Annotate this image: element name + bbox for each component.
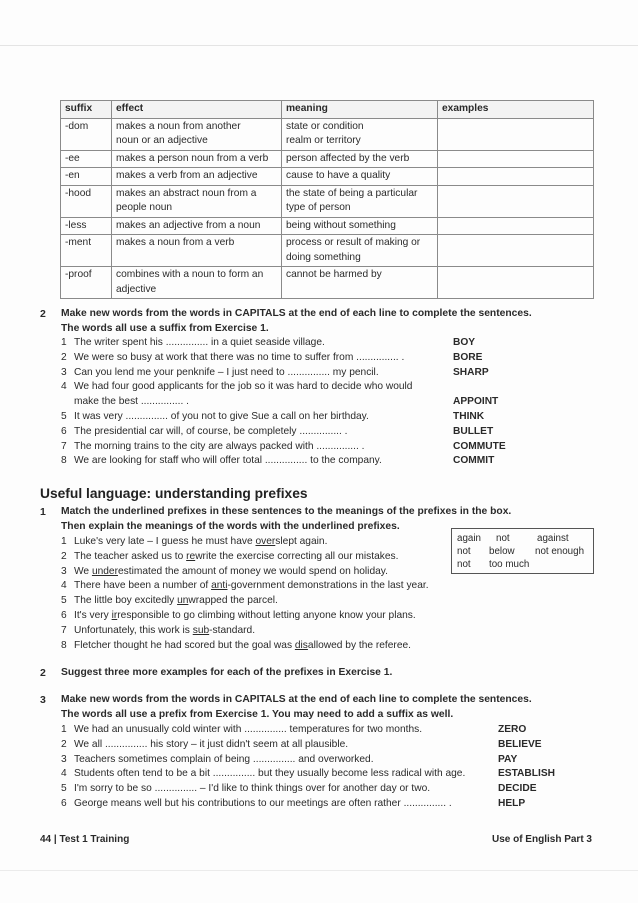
item-number: 1 — [61, 337, 67, 348]
cell-effect — [112, 150, 282, 168]
underlined-prefix: anti — [211, 580, 228, 592]
suffix-table — [60, 100, 594, 299]
item-number: 1 — [61, 724, 67, 735]
cell-meaning — [282, 267, 438, 299]
sentence-start: Luke's very late – I guess he must have — [74, 536, 256, 547]
item-sentence — [74, 640, 411, 651]
cell-meaning — [282, 150, 438, 168]
table-header-row — [61, 101, 594, 119]
item-number: 6 — [61, 609, 67, 621]
instruction-line: Match the underlined prefixes in these sentences to the meanings of the prefixes in the box. — [61, 506, 512, 517]
exercise-instruction — [61, 692, 601, 722]
meaning-line: person affected by the verb — [286, 152, 410, 164]
effect-line: makes a verb from an adjective — [116, 170, 258, 181]
exercise-number: 3 — [40, 694, 46, 706]
prefix-meaning: against — [537, 533, 569, 544]
item-number: 5 — [61, 595, 67, 607]
cell-examples[interactable] — [438, 150, 594, 168]
cell-suffix — [61, 185, 112, 217]
capitals-word: THINK — [453, 410, 485, 422]
meaning-line: process or result of making or — [286, 237, 421, 248]
capitals-word: COMMUTE — [453, 440, 506, 452]
underlined-prefix: ir — [111, 609, 118, 621]
item-sentence[interactable]: I'm sorry to be so ............... – I'd like to think things over for another day or two. — [74, 783, 431, 795]
sentence-end: allowed by the referee. — [307, 639, 411, 651]
exercise-instruction — [61, 306, 601, 336]
capitals-word: BULLET — [453, 425, 494, 437]
header-effect: effect — [112, 101, 282, 119]
sentence-end: estimated the amount of money we would spend on holiday. — [118, 565, 388, 577]
item-sentence[interactable]: We all ............... his story – it just didn't seem at all plausible. — [74, 738, 349, 750]
item-sentence — [74, 536, 327, 547]
instruction-line: Then explain the meanings of the words with the underlined prefixes. — [61, 521, 400, 532]
item-sentence[interactable]: We had four good applicants for the job so it was hard to decide who would — [74, 381, 413, 393]
cell-effect — [112, 267, 282, 299]
box-row — [457, 545, 588, 558]
header-suffix: suffix — [61, 101, 112, 119]
item-sentence[interactable]: Teachers sometimes complain of being ............... and overworked. — [74, 753, 374, 765]
effect-line: makes a noun from another — [116, 120, 241, 132]
suffix-text: -ment — [65, 237, 92, 248]
exercise-number: 2 — [40, 667, 46, 679]
prefix-meaning: below — [489, 546, 515, 557]
prefix-meaning: not — [496, 533, 510, 544]
capitals-word: ESTABLISH — [498, 768, 555, 780]
cell-meaning — [282, 185, 438, 217]
sentence-end: responsible to go climbing without letting anyone know your plans. — [117, 609, 416, 621]
top-edge — [0, 45, 638, 46]
meaning-line: the state of being a particular — [286, 187, 418, 199]
item-sentence — [74, 566, 388, 577]
instruction-line: The words all use a suffix from Exercise 1. — [61, 323, 269, 334]
underlined-prefix: re — [186, 550, 196, 562]
item-number: 6 — [61, 797, 67, 809]
cell-effect — [112, 185, 282, 217]
cell-effect — [112, 235, 282, 267]
sentence-start: It's very — [74, 609, 112, 621]
item-number: 4 — [61, 768, 67, 780]
cell-examples[interactable] — [438, 118, 594, 150]
prefix-meaning: too much — [489, 559, 530, 570]
item-number: 1 — [61, 536, 67, 547]
item-number: 4 — [61, 580, 67, 592]
meaning-line: doing something — [286, 251, 361, 263]
table-row — [61, 150, 594, 168]
effect-line: adjective — [116, 283, 157, 295]
cell-suffix — [61, 217, 112, 235]
cell-suffix — [61, 267, 112, 299]
sentence-start: The little boy excitedly — [74, 595, 178, 607]
suffix-text: -hood — [65, 187, 92, 199]
capitals-word: DECIDE — [498, 783, 537, 795]
table-row — [61, 118, 594, 150]
item-number: 4 — [61, 381, 67, 393]
cell-effect — [112, 118, 282, 150]
table-row — [61, 185, 594, 217]
exercise-number: 2 — [40, 308, 46, 320]
item-number: 3 — [61, 753, 67, 765]
suffix-text: -en — [65, 170, 80, 181]
item-number: 3 — [61, 565, 67, 577]
item-number: 6 — [61, 425, 67, 437]
header-meaning: meaning — [282, 101, 438, 119]
prefix-meanings-box — [451, 528, 594, 574]
item-sentence[interactable]: George means well but his contributions to our meetings are often rather ............... . — [74, 797, 452, 809]
underlined-prefix: sub — [192, 624, 210, 636]
capitals-word: COMMIT — [453, 455, 495, 467]
suffix-text: -ee — [65, 152, 80, 164]
item-number: 7 — [61, 624, 67, 636]
cell-meaning — [282, 168, 438, 186]
sentence-start: Unfortunately, this work is — [74, 624, 193, 636]
meaning-line: being without something — [286, 219, 396, 231]
item-sentence[interactable]: We are looking for staff who will offer total ............... to the company. — [74, 455, 382, 467]
capitals-word: SHARP — [453, 366, 489, 378]
sentence-start: There have been a number of — [74, 580, 212, 592]
underlined-prefix: un — [177, 595, 189, 607]
item-sentence — [74, 595, 278, 606]
item-sentence — [74, 610, 416, 621]
item-sentence[interactable]: The morning trains to the city are always packed with ............... . — [74, 440, 365, 452]
effect-line: noun or an adjective — [116, 135, 208, 146]
item-sentence[interactable]: The presidential car will, of course, be completely ............... . — [74, 425, 348, 437]
effect-line: people noun — [116, 202, 173, 213]
item-sentence[interactable]: It was very ............... of you not to give Sue a call on her birthday. — [74, 410, 369, 422]
sentence-end: -government demonstrations in the last year. — [227, 580, 429, 592]
item-number: 8 — [61, 639, 67, 651]
sentence-end: slept again. — [275, 536, 328, 547]
item-sentence[interactable]: Students often tend to be a bit ............... but they usually become less radical with age. — [74, 768, 466, 780]
cell-examples[interactable] — [438, 168, 594, 186]
item-number: 7 — [61, 440, 67, 452]
cell-suffix — [61, 235, 112, 267]
prefix-meaning: not enough — [535, 546, 585, 557]
underlined-prefix: under — [91, 565, 118, 577]
capitals-word: BOY — [453, 337, 476, 348]
item-number: 2 — [61, 351, 67, 363]
cell-suffix — [61, 118, 112, 150]
cell-effect — [112, 217, 282, 235]
item-sentence[interactable]: We had an unusually cold winter with ............... temperatures for two months. — [74, 724, 423, 735]
suffix-text: -less — [65, 219, 87, 231]
capitals-word: PAY — [498, 753, 518, 765]
cell-meaning — [282, 118, 438, 150]
meaning-line: cause to have a quality — [286, 170, 391, 181]
capitals-word: APPOINT — [453, 396, 499, 408]
cell-effect — [112, 168, 282, 186]
sentence-start: We — [74, 565, 92, 577]
table-row — [61, 217, 594, 235]
cell-meaning — [282, 235, 438, 267]
instruction-line: The words all use a prefix from Exercise 1. You may need to add a suffix as well. — [61, 709, 454, 720]
table-row — [61, 168, 594, 186]
prefix-meaning: not — [457, 546, 471, 557]
underlined-prefix: dis — [294, 639, 308, 651]
item-sentence[interactable]: The writer spent his ............... in a quiet seaside village. — [74, 337, 325, 348]
sentence-start: Fletcher thought he had scored but the goal was — [74, 639, 295, 651]
meaning-line: realm or territory — [286, 135, 361, 146]
item-sentence[interactable]: make the best ............... . — [74, 396, 189, 408]
underlined-prefix: over — [255, 536, 276, 547]
capitals-word: BORE — [453, 351, 483, 363]
capitals-word: ZERO — [498, 724, 527, 735]
footer-section-label: Use of English Part 3 — [491, 834, 592, 845]
item-sentence[interactable]: We were so busy at work that there was no time to suffer from ............... . — [74, 351, 405, 363]
item-number: 2 — [61, 738, 67, 750]
cell-examples[interactable] — [438, 185, 594, 217]
instruction-line: Make new words from the words in CAPITALS at the end of each line to complete the sentences. — [61, 308, 532, 319]
effect-line: makes an abstract noun from a — [116, 187, 257, 199]
meaning-line: cannot be harmed by — [286, 269, 382, 280]
header-examples: examples — [438, 101, 594, 119]
capitals-word: HELP — [498, 797, 526, 809]
item-sentence — [74, 625, 255, 636]
box-row — [457, 532, 588, 545]
effect-line: makes an adjective from a noun — [116, 219, 261, 231]
item-number: 5 — [61, 410, 67, 422]
item-number: 8 — [61, 455, 67, 467]
cell-suffix — [61, 150, 112, 168]
meaning-line: type of person — [286, 202, 351, 213]
meaning-line: state or condition — [286, 120, 364, 132]
sentence-end: write the exercise correcting all our mistakes. — [195, 550, 399, 562]
item-number: 3 — [61, 366, 67, 378]
effect-line: combines with a noun to form an — [116, 269, 264, 280]
effect-line: makes a person noun from a verb — [116, 152, 269, 164]
suffix-text: -dom — [65, 120, 89, 132]
section-title: Useful language: understanding prefixes — [40, 486, 308, 501]
exercise-number: 1 — [40, 506, 46, 518]
capitals-word: BELIEVE — [498, 738, 542, 750]
table-row — [61, 235, 594, 267]
cell-examples[interactable] — [438, 267, 594, 299]
footer-page-label: 44 | Test 1 Training — [40, 834, 130, 845]
suffix-text: -proof — [65, 269, 92, 280]
cell-examples[interactable] — [438, 235, 594, 267]
exercise-instruction: Suggest three more examples for each of the prefixes in Exercise 1. — [61, 667, 393, 678]
cell-examples[interactable] — [438, 217, 594, 235]
sentence-end: wrapped the parcel. — [188, 595, 278, 607]
item-sentence — [74, 551, 398, 562]
cell-suffix — [61, 168, 112, 186]
item-number: 5 — [61, 783, 67, 795]
bottom-edge — [0, 870, 638, 871]
cell-meaning — [282, 217, 438, 235]
prefix-meaning: not — [457, 559, 471, 570]
sentence-start: The teacher asked us to — [74, 550, 187, 562]
item-sentence[interactable]: Can you lend me your penknife – I just need to ............... my pencil. — [74, 366, 379, 378]
prefix-meaning: again — [457, 533, 481, 544]
sentence-end: -standard. — [209, 624, 256, 636]
box-row — [457, 558, 588, 571]
instruction-line: Make new words from the words in CAPITALS at the end of each line to complete the sentences. — [61, 694, 532, 705]
effect-line: makes a noun from a verb — [116, 237, 235, 248]
table-row — [61, 267, 594, 299]
item-number: 2 — [61, 550, 67, 562]
item-sentence — [74, 580, 429, 591]
